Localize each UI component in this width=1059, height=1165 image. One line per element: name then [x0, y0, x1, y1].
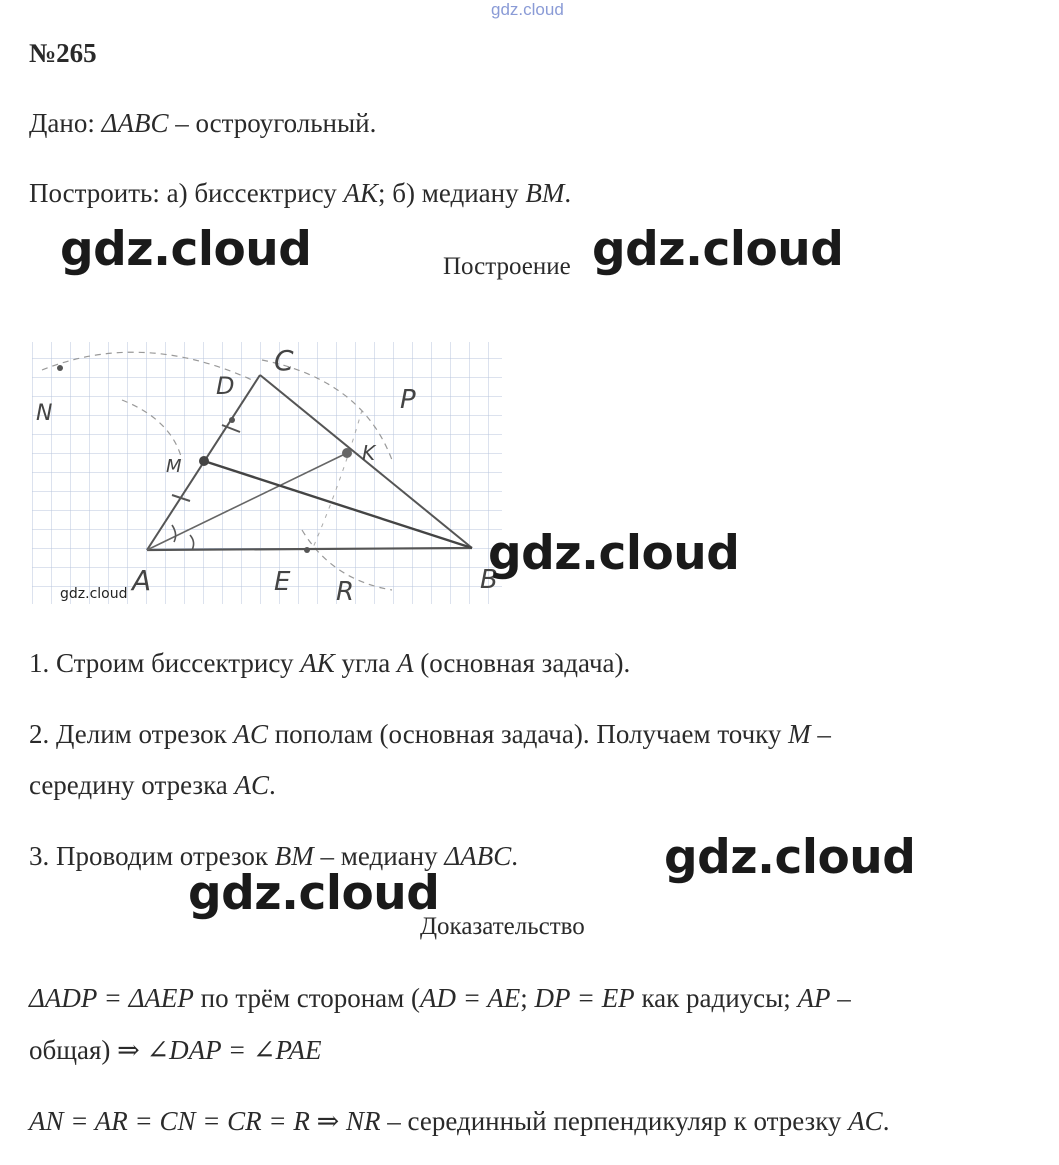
proof-math: ∠DAP = ∠PAE	[146, 1035, 322, 1065]
step-2b-math: AC	[234, 770, 270, 800]
label-K: K	[362, 441, 376, 465]
step-3-text: .	[511, 841, 518, 871]
proof-line-1	[29, 983, 851, 1014]
step-2-text: пополам (основная задача). Получаем точку	[267, 719, 789, 749]
proof-math: AP	[797, 983, 831, 1013]
proof-math: AC	[848, 1106, 883, 1136]
proof-text: .	[882, 1106, 890, 1136]
step-1-text: угла	[334, 648, 397, 678]
step-1	[29, 648, 630, 679]
proof-math: DP = EP	[534, 983, 635, 1013]
proof-title: Доказательство	[420, 913, 585, 940]
proof-text: ;	[520, 983, 535, 1013]
watermark: gdz.cloud	[488, 526, 740, 581]
point-E	[304, 547, 310, 553]
proof-text: общая) ⇒	[29, 1035, 147, 1065]
label-N: N	[36, 401, 53, 426]
problem-number: №265	[29, 38, 97, 68]
task-math-1: AK	[343, 178, 379, 208]
step-2-math: M	[788, 719, 811, 749]
step-3-text: 3. Проводим отрезок	[29, 841, 275, 871]
task-line	[29, 178, 571, 209]
step-2	[29, 719, 831, 750]
top-watermark: gdz.cloud	[491, 0, 564, 19]
proof-text: –	[830, 983, 851, 1013]
point-M	[199, 456, 209, 466]
proof-line-2	[29, 1035, 322, 1066]
step-3-text: – медиану	[313, 841, 445, 871]
point-N	[57, 365, 63, 371]
construction-drawing	[32, 320, 502, 610]
proof-text: по трём сторонам (	[193, 983, 420, 1013]
construction-title: Построение	[443, 253, 571, 280]
given-line	[29, 108, 376, 139]
step-2-math: AC	[233, 719, 268, 749]
step-3-math: BM	[274, 841, 314, 871]
proof-text: ⇒	[309, 1106, 347, 1136]
step-1-math: A	[396, 648, 414, 678]
label-D: D	[216, 372, 235, 400]
label-M: M	[166, 456, 182, 477]
task-label: Построить: а) биссектрису	[29, 178, 344, 208]
label-B: B	[480, 565, 498, 595]
step-3-math: ΔABC	[444, 841, 512, 871]
label-E: E	[274, 567, 291, 597]
watermark: gdz.cloud	[592, 222, 844, 277]
proof-math: AD = AE	[419, 983, 521, 1013]
watermark: gdz.cloud	[188, 866, 440, 921]
task-math-2: BM	[525, 178, 565, 208]
label-P: P	[400, 385, 416, 415]
label-A: A	[132, 564, 152, 597]
point-K	[342, 448, 352, 458]
label-R: R	[336, 577, 355, 607]
step-2b-text: .	[269, 770, 276, 800]
step-1-math: AK	[300, 648, 335, 678]
proof-math: NR	[346, 1106, 381, 1136]
task-mid: ; б) медиану	[378, 178, 526, 208]
proof-text: – серединный перпендикуляр к отрезку	[380, 1106, 849, 1136]
proof-math: AN = AR = CN = CR = R	[29, 1106, 310, 1136]
step-2-text: –	[810, 719, 831, 749]
label-C: C	[274, 344, 294, 377]
step-1-text: (основная задача).	[413, 648, 631, 678]
step-2b-text: середину отрезка	[29, 770, 235, 800]
task-end: .	[564, 178, 572, 208]
given-math: ΔABC	[101, 108, 169, 138]
watermark: gdz.cloud	[664, 830, 916, 885]
step-2-text: 2. Делим отрезок	[29, 719, 234, 749]
proof-math: ΔADP = ΔAEP	[29, 983, 194, 1013]
watermark: gdz.cloud	[60, 222, 312, 277]
given-rest: – остроугольный.	[168, 108, 377, 138]
point-D	[229, 417, 235, 423]
proof-text: как радиусы;	[634, 983, 798, 1013]
step-1-text: 1. Строим биссектрису	[29, 648, 301, 678]
figure-watermark: gdz.cloud	[60, 586, 128, 602]
given-label: Дано:	[29, 108, 102, 138]
proof-line-3	[29, 1106, 889, 1137]
construction-figure	[32, 320, 502, 610]
step-2-continued	[29, 770, 276, 801]
